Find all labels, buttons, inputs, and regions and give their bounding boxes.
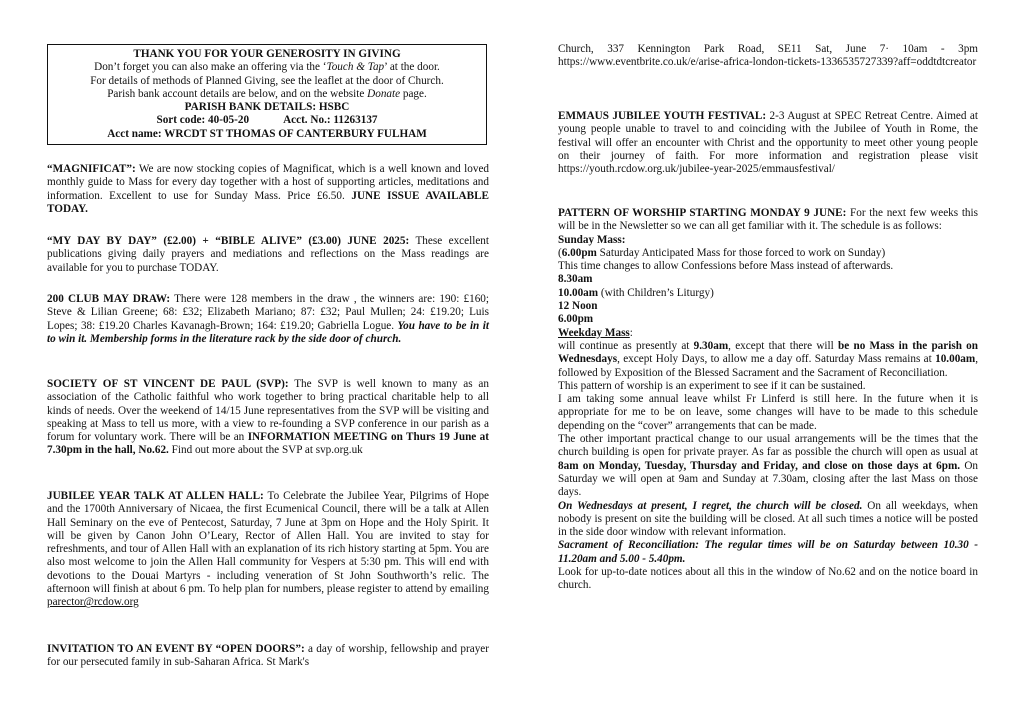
bank-codes (48, 114, 486, 127)
weekday-details (558, 340, 978, 380)
experiment-note: This pattern of worship is an experiment to see if it can be sustained. (558, 379, 866, 392)
club200-heading: 200 CLUB MAY DRAW: (47, 293, 171, 305)
giving-line3-pre: Parish bank account details are below, and on the website (107, 87, 368, 100)
mass-time-1: 8.30am (558, 273, 593, 286)
reconciliation-times: Sacrament of Reconciliation: The regular times will be on Saturday between 10.30 - 11.20am and 5.00 - 5.40pm. (558, 539, 978, 565)
giving-box (47, 44, 487, 145)
giving-line1-pre: Don’t forget you can also make an offering via the ‘ (94, 61, 327, 74)
touch-tap-text: Touch & Tap (326, 61, 385, 74)
weekday-mass-title: Weekday Mass (558, 326, 630, 339)
wk-d: be no Mass in the parish on Wednesdays (558, 339, 978, 366)
saturday-anticipated (558, 247, 978, 260)
bank-title: PARISH BANK DETAILS: HSBC (184, 101, 350, 114)
my-day-article (47, 235, 489, 275)
svp-heading: SOCIETY OF ST VINCENT DE PAUL (SVP): (47, 378, 289, 390)
club200-article (47, 293, 489, 346)
sat-text: Saturday Anticipated Mass for those forced to work on Sunday) (596, 246, 886, 259)
wk-g: , followed by Exposition of the Blessed Sacrament and the Sacrament of Reconciliation. (558, 353, 978, 379)
account-name: Acct name: WRCDT ST THOMAS OF CANTERBURY FULHAM (107, 127, 427, 140)
wk-a: will continue as presently at (558, 339, 694, 352)
svp-meeting: INFORMATION MEETING on Thurs 19 June at 7.30pm in the hall, No.62. (47, 431, 489, 457)
jubilee-talk-body: To Celebrate the Jubilee Year, Pilgrims of Hope and the 1700th Anniversary of Nicaea, the first Ecumenical Council, there will be a talk at Allen Hall Seminary on the eve of Pentecost, Saturday, 7 June at 3pm on Hope and the Holy Spirit. It will be given by Canon John O’Leary, Rector of Allen Hall. You are invited to stay for refreshments, and tour of Allen Hall with an explanation of its rich history starting at 5pm. You are also most welcome to join the Allen Hall community for Vespers at 5:30 pm. This will end with devotions to the Douai Martyrs - including veneration of St John Southworth’s relic. The afternoon will finish at about 6 pm. To help plan for numbers, please register to attend by emailing (47, 490, 490, 596)
sunday-mass-title: Sunday Mass: (558, 233, 626, 246)
open-doors-article (47, 643, 489, 670)
giving-line1 (48, 61, 486, 74)
my-day-body: These excellent publications giving daily prayers and mediations and reflections on the Mass readings are available for you to purchase TODAY. (47, 235, 489, 274)
wednesday-note (558, 500, 978, 540)
mass-time-3: 12 Noon (558, 300, 598, 313)
opening-times (558, 433, 978, 499)
leave-note: I am taking some annual leave whilst Fr Linferd is still here. In the future when it is appropriate for me to be on leave, some changes will have to be made to this schedule depending on the “cover” arrangements that can be made. (558, 393, 978, 432)
magnificat-heading: “MAGNIFICAT”: (47, 163, 136, 175)
sat-time: 6.00pm (561, 246, 597, 259)
weekday-title-line (558, 327, 978, 340)
magnificat-body: We are now stocking copies of Magnificat, which is a well known and loved monthly guide to Mass for every day together with a host of supporting articles, meditations and information. Excellent to use for Sunday Mass. Price £6.50. (47, 163, 489, 202)
donate-text: Donate (367, 87, 401, 100)
account-number: Acct. No.: 11263137 (283, 114, 378, 127)
sort-code: Sort code: 40-05-20 (156, 114, 250, 127)
wk-b: 9.30am (693, 339, 729, 352)
magnificat-tail: JUNE ISSUE AVAILABLE TODAY. (47, 189, 489, 215)
giving-line2: For details of methods of Planned Giving, see the leaflet at the door of Church. (90, 74, 444, 87)
svp-article (47, 378, 489, 458)
look-note: Look for up-to-date notices about all this in the window of No.62 and on the notice board in church. (558, 566, 978, 592)
open-b: 8am on Monday, Tuesday, Thursday and Friday, and close on those days at 6pm. (558, 459, 961, 472)
open-doors-body: a day of worship, fellowship and prayer for our persecuted family in sub-Saharan Africa. St Mark's (47, 643, 489, 669)
weekday-colon: : (629, 326, 633, 339)
worship-article (558, 207, 978, 593)
wk-e: , except Holy Days, to allow me a day off. Saturday Mass remains at (617, 353, 936, 366)
sat-open: ( (558, 246, 562, 259)
mass-time-4: 6.00pm (558, 313, 594, 326)
emmaus-heading: EMMAUS JUBILEE YOUTH FESTIVAL: (558, 110, 767, 122)
emmaus-article (558, 110, 978, 176)
wk-f: 10.00am (935, 353, 976, 366)
club200-tail: You have to be in it to win it. Membership forms in the literature rack by the side door of church. (47, 319, 489, 345)
jubilee-talk-article (47, 490, 489, 610)
svp-tail: Find out more about the SVP at svp.org.uk (168, 444, 363, 457)
worship-intro: For the next few weeks this will be in the Newsletter so we can all get familiar with it. The schedule is as follows: (558, 207, 978, 233)
giving-line1-post: ’ at the door. (384, 61, 440, 74)
emmaus-body: 2-3 August at SPEC Retreat Centre. Aimed at young people unable to travel to and coinciding with the Jubilee of Youth in Rome, the festival will offer an encounter with Christ and the opportunity to meet other young people on their journey of faith. For more information and registration please visit https://youth.rcdow.org.uk/jubilee-year-2025/emmausfestival/ (558, 110, 978, 176)
my-day-heading: “MY DAY BY DAY” (£2.00) + “BIBLE ALIVE” (£3.00) JUNE 2025: (47, 235, 410, 247)
svp-body: The SVP is well known to many as an association of the Catholic faithful who work together to bring practical charitable help to all kinds of needs. Over the weekend of 14/15 June representatives from the SVP will be visiting and speaking at Mass to tell us more, with a view to re-founding a SVP conference in our parish as a forum for voluntary work. There will be an (47, 378, 489, 444)
giving-line3 (48, 88, 486, 101)
mass-time-2 (558, 287, 978, 300)
wed-b: On all weekdays, when nobody is present on site the building will be closed. At all such times a notice will be posted in the side door window with relevant information. (558, 499, 978, 539)
change-note: This time changes to allow Confessions before Mass instead of afterwards. (558, 260, 894, 273)
wk-c: , except that there will (728, 339, 839, 352)
jubilee-talk-heading: JUBILEE YEAR TALK AT ALLEN HALL: (47, 490, 264, 502)
open-doors-continued-text: Church, 337 Kennington Park Road, SE11 Sat, June 7· 10am - 3pm https://www.eventbrite.co.uk/e/arise-africa-london-tickets-1336535727339?aff=oddtdtcreator (558, 43, 978, 69)
open-a: The other important practical change to our usual arrangements will be the times that the church building is open for private prayer. As far as possible the church will open as usual at (558, 433, 978, 459)
open-doors-heading: INVITATION TO AN EVENT BY “OPEN DOORS”: (47, 643, 305, 655)
mass-time-2-note: (with Children’s Liturgy) (598, 286, 714, 299)
open-c: On Saturday we will open at 9am and Sunday at 7.30am, closing after the last Mass on those days. (558, 459, 978, 499)
wed-a: On Wednesdays at present, I regret, the church will be closed. (558, 499, 863, 512)
mass-time-2-value: 10.00am (558, 286, 599, 299)
giving-title: THANK YOU FOR YOUR GENEROSITY IN GIVING (133, 48, 401, 60)
open-doors-continued (558, 43, 978, 70)
email-link[interactable]: parector@rcdow.org (47, 596, 139, 609)
club200-body: There were 128 members in the draw , the winners are: 190: £160; Steve & Lilian Greene; 68: £32; Elizabeth Mariano; 87: £32; Paul Mullen; 24: £19.20; Luis Lopes; 38: £19.20 Charles Kavanagh-Brown; 164: £19.20; Gabriella Logue. (47, 293, 489, 332)
giving-line3-post: page. (400, 87, 427, 100)
worship-heading: PATTERN OF WORSHIP STARTING MONDAY 9 JUNE: (558, 207, 847, 219)
magnificat-article (47, 163, 489, 216)
